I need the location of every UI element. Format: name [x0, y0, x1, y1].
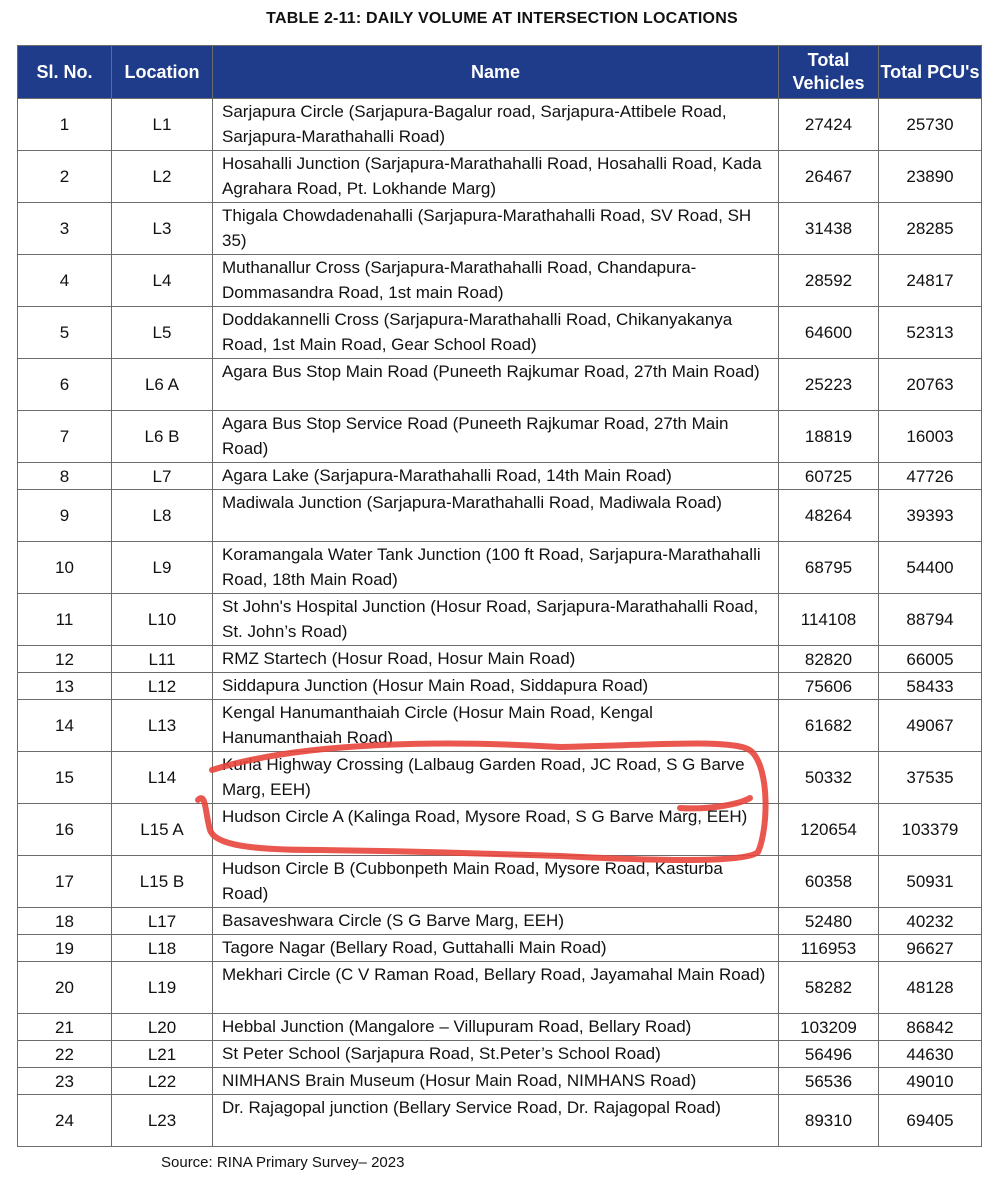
cell-sl-no: 13: [18, 673, 112, 700]
table-row: [18, 752, 982, 804]
cell-location: L15 B: [112, 856, 213, 908]
cell-total-pcus: 69405: [879, 1095, 982, 1147]
cell-location: L10: [112, 594, 213, 646]
cell-total-vehicles: 27424: [779, 99, 879, 151]
cell-sl-no: 16: [18, 804, 112, 856]
cell-total-pcus: 49067: [879, 700, 982, 752]
cell-total-vehicles: 64600: [779, 307, 879, 359]
cell-name: NIMHANS Brain Museum (Hosur Main Road, NIMHANS Road): [213, 1068, 779, 1095]
cell-name: St Peter School (Sarjapura Road, St.Peter’s School Road): [213, 1041, 779, 1068]
cell-name: Koramangala Water Tank Junction (100 ft Road, Sarjapura-Marathahalli Road, 18th Main Road): [213, 542, 779, 594]
table-row: [18, 99, 982, 151]
cell-sl-no: 5: [18, 307, 112, 359]
cell-location: L22: [112, 1068, 213, 1095]
cell-name: Agara Lake (Sarjapura-Marathahalli Road, 14th Main Road): [213, 463, 779, 490]
cell-location: L3: [112, 203, 213, 255]
table-row: [18, 490, 982, 542]
table-row: [18, 359, 982, 411]
cell-total-pcus: 16003: [879, 411, 982, 463]
cell-total-vehicles: 61682: [779, 700, 879, 752]
cell-location: L21: [112, 1041, 213, 1068]
cell-total-pcus: 47726: [879, 463, 982, 490]
cell-location: L9: [112, 542, 213, 594]
cell-sl-no: 6: [18, 359, 112, 411]
cell-name: Siddapura Junction (Hosur Main Road, Siddapura Road): [213, 673, 779, 700]
cell-total-vehicles: 82820: [779, 646, 879, 673]
table-row: [18, 1068, 982, 1095]
cell-name: Tagore Nagar (Bellary Road, Guttahalli Main Road): [213, 935, 779, 962]
cell-name: Agara Bus Stop Service Road (Puneeth Rajkumar Road, 27th Main Road): [213, 411, 779, 463]
cell-name: Thigala Chowdadenahalli (Sarjapura-Marathahalli Road, SV Road, SH 35): [213, 203, 779, 255]
cell-location: L6 B: [112, 411, 213, 463]
cell-location: L8: [112, 490, 213, 542]
cell-location: L4: [112, 255, 213, 307]
cell-name: RMZ Startech (Hosur Road, Hosur Main Road): [213, 646, 779, 673]
cell-total-pcus: 40232: [879, 908, 982, 935]
cell-location: L11: [112, 646, 213, 673]
cell-sl-no: 24: [18, 1095, 112, 1147]
cell-total-pcus: 103379: [879, 804, 982, 856]
cell-total-vehicles: 28592: [779, 255, 879, 307]
table-row: [18, 673, 982, 700]
cell-location: L1: [112, 99, 213, 151]
table-row: [18, 935, 982, 962]
cell-location: L14: [112, 752, 213, 804]
cell-name: St John's Hospital Junction (Hosur Road, Sarjapura-Marathahalli Road, St. John’s Road): [213, 594, 779, 646]
table-row: [18, 1014, 982, 1041]
cell-sl-no: 8: [18, 463, 112, 490]
cell-total-pcus: 25730: [879, 99, 982, 151]
column-header-total-pcus: Total PCU's: [879, 46, 982, 99]
cell-location: L5: [112, 307, 213, 359]
cell-sl-no: 12: [18, 646, 112, 673]
table-row: [18, 307, 982, 359]
table-row: [18, 255, 982, 307]
cell-total-pcus: 48128: [879, 962, 982, 1014]
cell-sl-no: 3: [18, 203, 112, 255]
table-row: [18, 151, 982, 203]
cell-total-vehicles: 120654: [779, 804, 879, 856]
cell-sl-no: 4: [18, 255, 112, 307]
cell-name: Basaveshwara Circle (S G Barve Marg, EEH): [213, 908, 779, 935]
cell-total-vehicles: 60725: [779, 463, 879, 490]
cell-name: Hudson Circle A (Kalinga Road, Mysore Road, S G Barve Marg, EEH): [213, 804, 779, 856]
cell-location: L23: [112, 1095, 213, 1147]
cell-sl-no: 20: [18, 962, 112, 1014]
cell-total-vehicles: 56496: [779, 1041, 879, 1068]
cell-total-pcus: 37535: [879, 752, 982, 804]
column-header-total-vehicles: Total Vehicles: [779, 46, 879, 99]
cell-total-pcus: 23890: [879, 151, 982, 203]
cell-total-vehicles: 26467: [779, 151, 879, 203]
table-row: [18, 856, 982, 908]
table-row: [18, 700, 982, 752]
cell-sl-no: 22: [18, 1041, 112, 1068]
cell-total-vehicles: 48264: [779, 490, 879, 542]
table-row: [18, 203, 982, 255]
cell-total-pcus: 39393: [879, 490, 982, 542]
cell-location: L19: [112, 962, 213, 1014]
cell-total-vehicles: 68795: [779, 542, 879, 594]
cell-sl-no: 14: [18, 700, 112, 752]
cell-total-vehicles: 31438: [779, 203, 879, 255]
cell-location: L6 A: [112, 359, 213, 411]
cell-name: Agara Bus Stop Main Road (Puneeth Rajkumar Road, 27th Main Road): [213, 359, 779, 411]
cell-total-pcus: 52313: [879, 307, 982, 359]
column-header-sl-no: Sl. No.: [18, 46, 112, 99]
cell-total-vehicles: 25223: [779, 359, 879, 411]
cell-total-vehicles: 56536: [779, 1068, 879, 1095]
cell-total-vehicles: 114108: [779, 594, 879, 646]
table-row: [18, 1041, 982, 1068]
cell-name: Mekhari Circle (C V Raman Road, Bellary Road, Jayamahal Main Road): [213, 962, 779, 1014]
table-title: TABLE 2-11: DAILY VOLUME AT INTERSECTION LOCATIONS: [266, 10, 738, 27]
cell-total-vehicles: 116953: [779, 935, 879, 962]
cell-total-pcus: 86842: [879, 1014, 982, 1041]
cell-location: L17: [112, 908, 213, 935]
column-header-name: Name: [213, 46, 779, 99]
cell-total-pcus: 20763: [879, 359, 982, 411]
table-row: [18, 411, 982, 463]
column-header-location: Location: [112, 46, 213, 99]
cell-location: L12: [112, 673, 213, 700]
cell-name: Dr. Rajagopal junction (Bellary Service Road, Dr. Rajagopal Road): [213, 1095, 779, 1147]
cell-sl-no: 19: [18, 935, 112, 962]
cell-sl-no: 2: [18, 151, 112, 203]
cell-total-pcus: 28285: [879, 203, 982, 255]
cell-total-pcus: 54400: [879, 542, 982, 594]
cell-location: L7: [112, 463, 213, 490]
cell-name: Hosahalli Junction (Sarjapura-Marathahalli Road, Hosahalli Road, Kada Agrahara Road, Pt. Lokhande Marg): [213, 151, 779, 203]
source-note: Source: RINA Primary Survey– 2023: [161, 1154, 405, 1171]
cell-total-pcus: 96627: [879, 935, 982, 962]
cell-total-pcus: 58433: [879, 673, 982, 700]
cell-total-vehicles: 18819: [779, 411, 879, 463]
cell-total-vehicles: 52480: [779, 908, 879, 935]
table-row: [18, 594, 982, 646]
table-row: [18, 804, 982, 856]
cell-sl-no: 21: [18, 1014, 112, 1041]
cell-total-pcus: 44630: [879, 1041, 982, 1068]
cell-total-vehicles: 60358: [779, 856, 879, 908]
cell-sl-no: 11: [18, 594, 112, 646]
cell-total-pcus: 49010: [879, 1068, 982, 1095]
cell-total-vehicles: 58282: [779, 962, 879, 1014]
table-row: [18, 1095, 982, 1147]
cell-name: Muthanallur Cross (Sarjapura-Marathahalli Road, Chandapura-Dommasandra Road, 1st main Road): [213, 255, 779, 307]
cell-location: L20: [112, 1014, 213, 1041]
table-header-row: [18, 46, 982, 99]
cell-sl-no: 18: [18, 908, 112, 935]
cell-name: Sarjapura Circle (Sarjapura-Bagalur road, Sarjapura-Attibele Road, Sarjapura-Marathahalli Road): [213, 99, 779, 151]
cell-sl-no: 10: [18, 542, 112, 594]
cell-name: Hudson Circle B (Cubbonpeth Main Road, Mysore Road, Kasturba Road): [213, 856, 779, 908]
cell-total-pcus: 24817: [879, 255, 982, 307]
cell-total-pcus: 50931: [879, 856, 982, 908]
cell-location: L13: [112, 700, 213, 752]
cell-sl-no: 17: [18, 856, 112, 908]
cell-total-vehicles: 75606: [779, 673, 879, 700]
cell-name: Doddakannelli Cross (Sarjapura-Marathahalli Road, Chikanyakanya Road, 1st Main Road, Gear School Road): [213, 307, 779, 359]
cell-total-vehicles: 103209: [779, 1014, 879, 1041]
cell-location: L18: [112, 935, 213, 962]
table-row: [18, 646, 982, 673]
cell-name: Hebbal Junction (Mangalore – Villupuram Road, Bellary Road): [213, 1014, 779, 1041]
cell-name: Kurla Highway Crossing (Lalbaug Garden Road, JC Road, S G Barve Marg, EEH): [213, 752, 779, 804]
cell-total-pcus: 88794: [879, 594, 982, 646]
table-row: [18, 962, 982, 1014]
cell-location: L15 A: [112, 804, 213, 856]
cell-location: L2: [112, 151, 213, 203]
cell-sl-no: 1: [18, 99, 112, 151]
cell-total-vehicles: 89310: [779, 1095, 879, 1147]
cell-sl-no: 7: [18, 411, 112, 463]
cell-sl-no: 23: [18, 1068, 112, 1095]
cell-name: Madiwala Junction (Sarjapura-Marathahalli Road, Madiwala Road): [213, 490, 779, 542]
cell-name: Kengal Hanumanthaiah Circle (Hosur Main Road, Kengal Hanumanthaiah Road): [213, 700, 779, 752]
intersection-volume-table: [17, 45, 982, 1147]
cell-total-pcus: 66005: [879, 646, 982, 673]
table-row: [18, 463, 982, 490]
cell-sl-no: 9: [18, 490, 112, 542]
cell-sl-no: 15: [18, 752, 112, 804]
cell-total-vehicles: 50332: [779, 752, 879, 804]
table-row: [18, 908, 982, 935]
table-row: [18, 542, 982, 594]
